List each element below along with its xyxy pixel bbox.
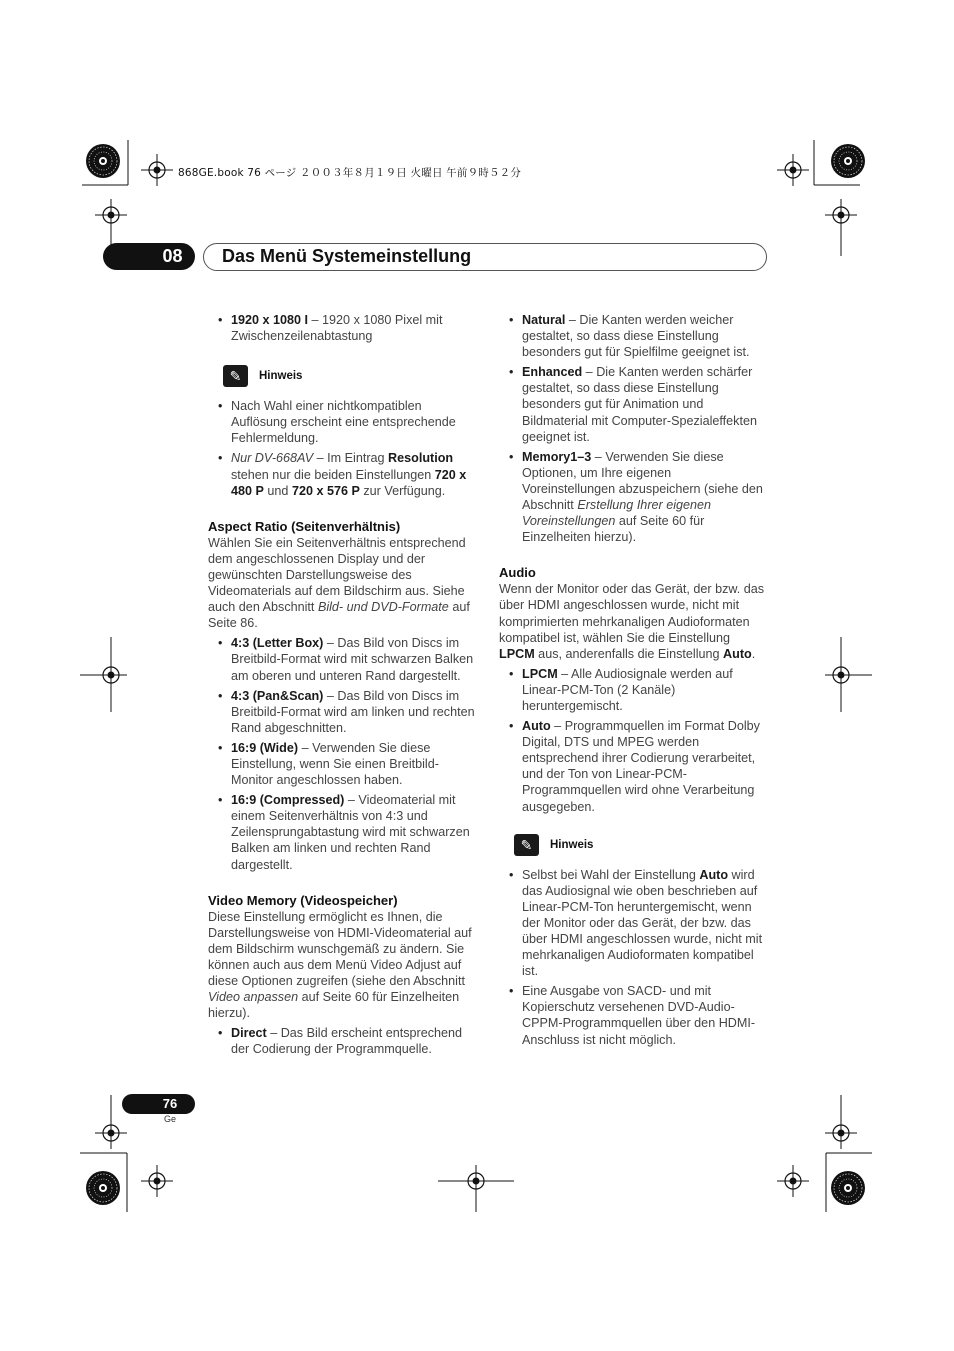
pencil-note-icon: ✎ xyxy=(514,834,539,856)
registration-wheel-icon xyxy=(86,144,120,178)
crosshair-icon xyxy=(825,1117,857,1149)
crosshair-icon xyxy=(141,1165,173,1197)
list-item: • LPCM – Alle Audiosignale werden auf Linear-PCM-Ton (2 Kanäle) heruntergemischt. xyxy=(499,666,767,714)
crosshair-icon xyxy=(95,199,127,231)
note-item: • Selbst bei Wahl der Einstellung Auto wird das Audiosignal wie oben beschrieben auf Linear-PCM-Ton heruntergemischt, wenn der Monitor oder das Gerät, der bzw. das über HDMI angeschlossen wurde, nicht mit mehrkanaligen Audioformaten kompatibel ist. xyxy=(499,867,767,980)
right-column xyxy=(499,312,767,1048)
registration-wheel-icon xyxy=(86,1171,120,1205)
list-item: • Memory1–3 – Verwenden Sie diese Optionen, um Ihre eigenen Voreinstellungen abzuspeichern (siehe den Abschnitt Erstellung Ihrer eigenen Voreinstellungen auf Seite 60 für Einzelheiten hierzu). xyxy=(499,449,767,546)
pencil-note-icon: ✎ xyxy=(223,365,248,387)
crosshair-icon xyxy=(777,154,809,186)
chapter-title: Das Menü Systemeinstellung xyxy=(222,246,472,266)
list-item: • 4:3 (Letter Box) – Das Bild von Discs im Breitbild-Format wird mit schwarzen Balken am oberen und unteren Rand dargestellt. xyxy=(208,635,476,683)
left-column xyxy=(208,312,476,1057)
registration-wheel-icon xyxy=(831,144,865,178)
paragraph: Wählen Sie ein Seitenverhältnis entsprechend dem angeschlossenen Display und der gewünschten Darstellungsweise des Videomaterials auf dem Bildschirm aus. Siehe auch den Abschnitt Bild- und DVD-Formate auf Seite 86. xyxy=(208,535,470,631)
book-file-line: 868GE.book 76 ページ ２００３年８月１９日 火曜日 午前９時５２分 xyxy=(178,167,522,179)
note-heading: ✎ Hinweis xyxy=(514,833,767,857)
list-item: • Auto – Programmquellen im Format Dolby Digital, DTS und MPEG werden entsprechend ihrer Codierung verarbeitet, und der Ton von Linear-PCM-Programmquellen wird ohne Verarbeitung ausgegeben. xyxy=(499,718,767,815)
note-item: • Nur DV-668AV – Im Eintrag Resolution stehen nur die beiden Einstellungen 720 x 480 P und 720 x 576 P zur Verfügung. xyxy=(208,450,476,498)
note-heading: ✎ Hinweis xyxy=(223,364,476,388)
crosshair-icon xyxy=(141,154,173,186)
section-heading-aspect: Aspect Ratio (Seitenverhältnis) xyxy=(208,518,401,534)
list-item: • Direct – Das Bild erscheint entsprechend der Codierung der Programmquelle. xyxy=(208,1025,476,1057)
paragraph: Diese Einstellung ermöglicht es Ihnen, die Darstellungsweise von HDMI-Videomaterial auf dem Bildschirm wunschgemäß zu ändern. Sie können auch aus dem Menü Video Adjust auf diese Optionen zugreifen (siehe den Abschnitt Video anpassen auf Seite 60 für Einzelheiten hierzu). xyxy=(208,909,472,1021)
chapter-number: 08 xyxy=(162,246,183,266)
note-item: • Eine Ausgabe von SACD- und mit Kopierschutz versehenen DVD-Audio-CPPM-Programmquellen über den HDMI-Anschluss ist nicht möglich. xyxy=(499,983,767,1047)
list-item: • 4:3 (Pan&Scan) – Das Bild von Discs im Breitbild-Format wird am linken und rechten Rand abgeschnitten. xyxy=(208,688,476,736)
list-item: • Natural – Die Kanten werden weicher gestaltet, so dass diese Einstellung besonders gut für Spielfilme geeignet ist. xyxy=(499,312,767,360)
crosshair-icon xyxy=(825,199,857,231)
registration-wheel-icon xyxy=(831,1171,865,1205)
list-item: • Enhanced – Die Kanten werden schärfer gestaltet, so dass diese Einstellung besonders gut für Animation und Bildmaterial mit Computer-Spezialeffekten geeignet ist. xyxy=(499,364,767,444)
language-code: Ge xyxy=(163,1114,176,1124)
list-item: • 1920 x 1080 I – 1920 x 1080 Pixel mit Zwischenzeilenabtastung xyxy=(208,312,476,344)
paragraph: Wenn der Monitor oder das Gerät, der bzw. das über HDMI angeschlossen wurde, nicht mit komprimierten mehrkanaligen Audioformaten kompatibel ist, wählen Sie die Einstellung LPCM aus, anderenfalls die Einstellung Auto. xyxy=(499,582,765,661)
page-number: 76 xyxy=(162,1096,178,1111)
crosshair-icon xyxy=(95,1117,127,1149)
note-item: • Nach Wahl einer nichtkompatiblen Auflösung erscheint eine entsprechende Fehlermeldung. xyxy=(208,398,476,446)
section-heading-audio: Audio xyxy=(499,565,536,581)
crosshair-icon xyxy=(777,1165,809,1197)
list-item: • 16:9 (Wide) – Verwenden Sie diese Einstellung, wenn Sie einen Breitbild-Monitor angeschlossen haben. xyxy=(208,740,476,788)
section-heading-video-memory: Video Memory (Videospeicher) xyxy=(208,892,398,908)
list-item: • 16:9 (Compressed) – Videomaterial mit einem Seitenverhältnis von 4:3 und Zeilensprungabtastung wird mit schwarzen Balken am linken und rechten Rand dargestellt. xyxy=(208,792,476,872)
